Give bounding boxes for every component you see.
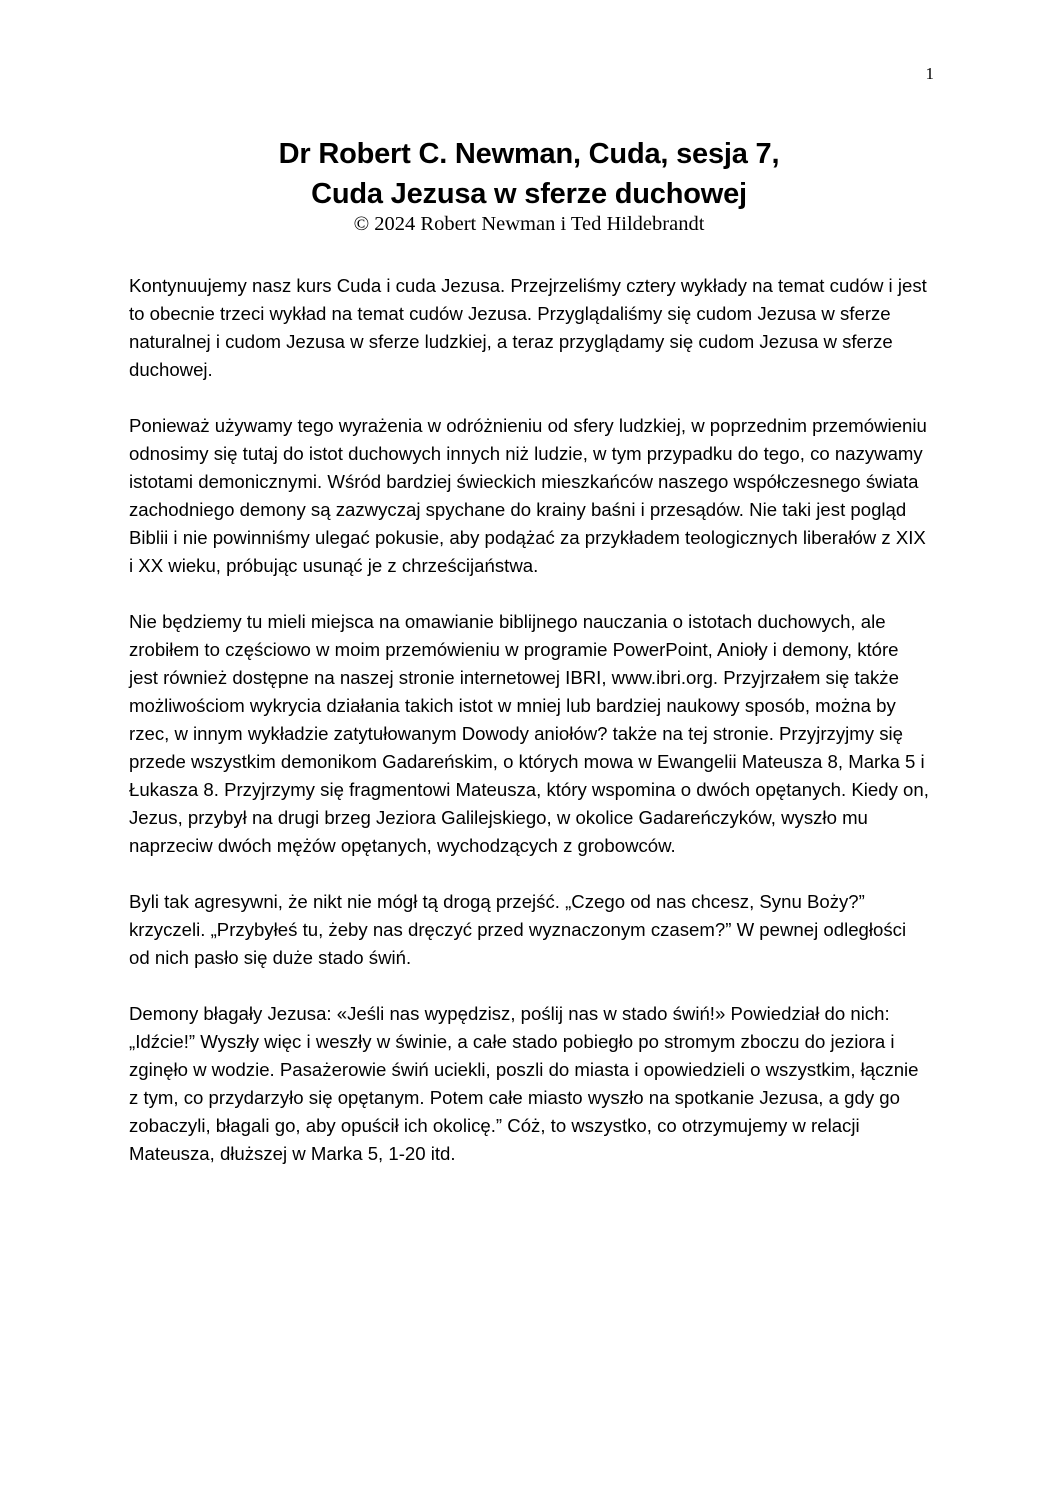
title-line-2: Cuda Jezusa w sferze duchowej bbox=[311, 178, 747, 210]
copyright: © 2024 Robert Newman i Ted Hildebrandt bbox=[353, 213, 705, 235]
paragraph: Ponieważ używamy tego wyrażenia w odróżnieniu od sfery ludzkiej, w poprzednim przemówieniu odnosimy się tutaj do istot duchowych innych niż ludzie, w tym przypadku do tego, co nazywamy istotami demonicznymi. Wśród bardziej świeckich mieszkańców naszego współczesnego świata zachodniego demony są zazwyczaj spychane do krainy baśni i przesądów. Nie taki jest pogląd Biblii i nie powinniśmy ulegać pokusie, aby podążać za przykładem teologicznych liberałów z XIX i XX wieku, próbując usunąć je z chrześcijaństwa. bbox=[129, 415, 927, 576]
paragraph: Byli tak agresywni, że nikt nie mógł tą drogą przejść. „Czego od nas chcesz, Synu Boży?” krzyczeli. „Przybyłeś tu, żeby nas dręczyć przed wyznaczonym czasem?” W pewnej odległości od nich pasło się duże stado świń. bbox=[129, 891, 907, 968]
body-text bbox=[129, 272, 929, 1196]
paragraph: Nie będziemy tu mieli miejsca na omawianie biblijnego nauczania o istotach duchowych, ale zrobiłem to częściowo w moim przemówieniu w programie PowerPoint, Anioły i demony, które jest również dostępne na naszej stronie internetowej IBRI, www.ibri.org. Przyjrzałem się także możliwościom wykrycia działania takich istot w mniej lub bardziej naukowy sposób, można by rzec, w innym wykładzie zatytułowanym Dowody aniołów? także na tej stronie. Przyjrzyjmy się przede wszystkim demonikom Gadareńskim, o których mowa w Ewangelii Mateusza 8, Marka 5 i Łukasza 8. Przyjrzymy się fragmentowi Mateusza, który wspomina o dwóch opętanych. Kiedy on, Jezus, przybył na drugi brzeg Jeziora Galilejskiego, w okolice Gadareńczyków, wyszło mu naprzeciw dwóch mężów opętanych, wychodzących z grobowców. bbox=[129, 611, 929, 856]
page-number: 1 bbox=[925, 64, 934, 83]
paragraph: Kontynuujemy nasz kurs Cuda i cuda Jezusa. Przejrzeliśmy cztery wykłady na temat cudów i jest to obecnie trzeci wykład na temat cudów Jezusa. Przyglądaliśmy się cudom Jezusa w sferze naturalnej i cudom Jezusa w sferze ludzkiej, a teraz przyglądamy się cudom Jezusa w sferze duchowej. bbox=[129, 275, 927, 380]
paragraph: Demony błagały Jezusa: «Jeśli nas wypędzisz, poślij nas w stado świń!» Powiedział do nich: „Idźcie!” Wyszły więc i weszły w świnie, a całe stado pobiegło po stromym zboczu do jeziora i zginęło w wodzie. Pasażerowie świń uciekli, poszli do miasta i opowiedzieli o wszystkim, łącznie z tym, co przydarzyło się opętanym. Potem całe miasto wyszło na spotkanie Jezusa, a gdy go zobaczyli, błagali go, aby opuścił ich okolicę.” Cóż, to wszystko, co otrzymujemy w relacji Mateusza, dłuższej w Marka 5, 1-20 itd. bbox=[129, 1003, 919, 1164]
title-line-1: Dr Robert C. Newman, Cuda, sesja 7, bbox=[278, 138, 780, 170]
title-block bbox=[0, 134, 1058, 236]
